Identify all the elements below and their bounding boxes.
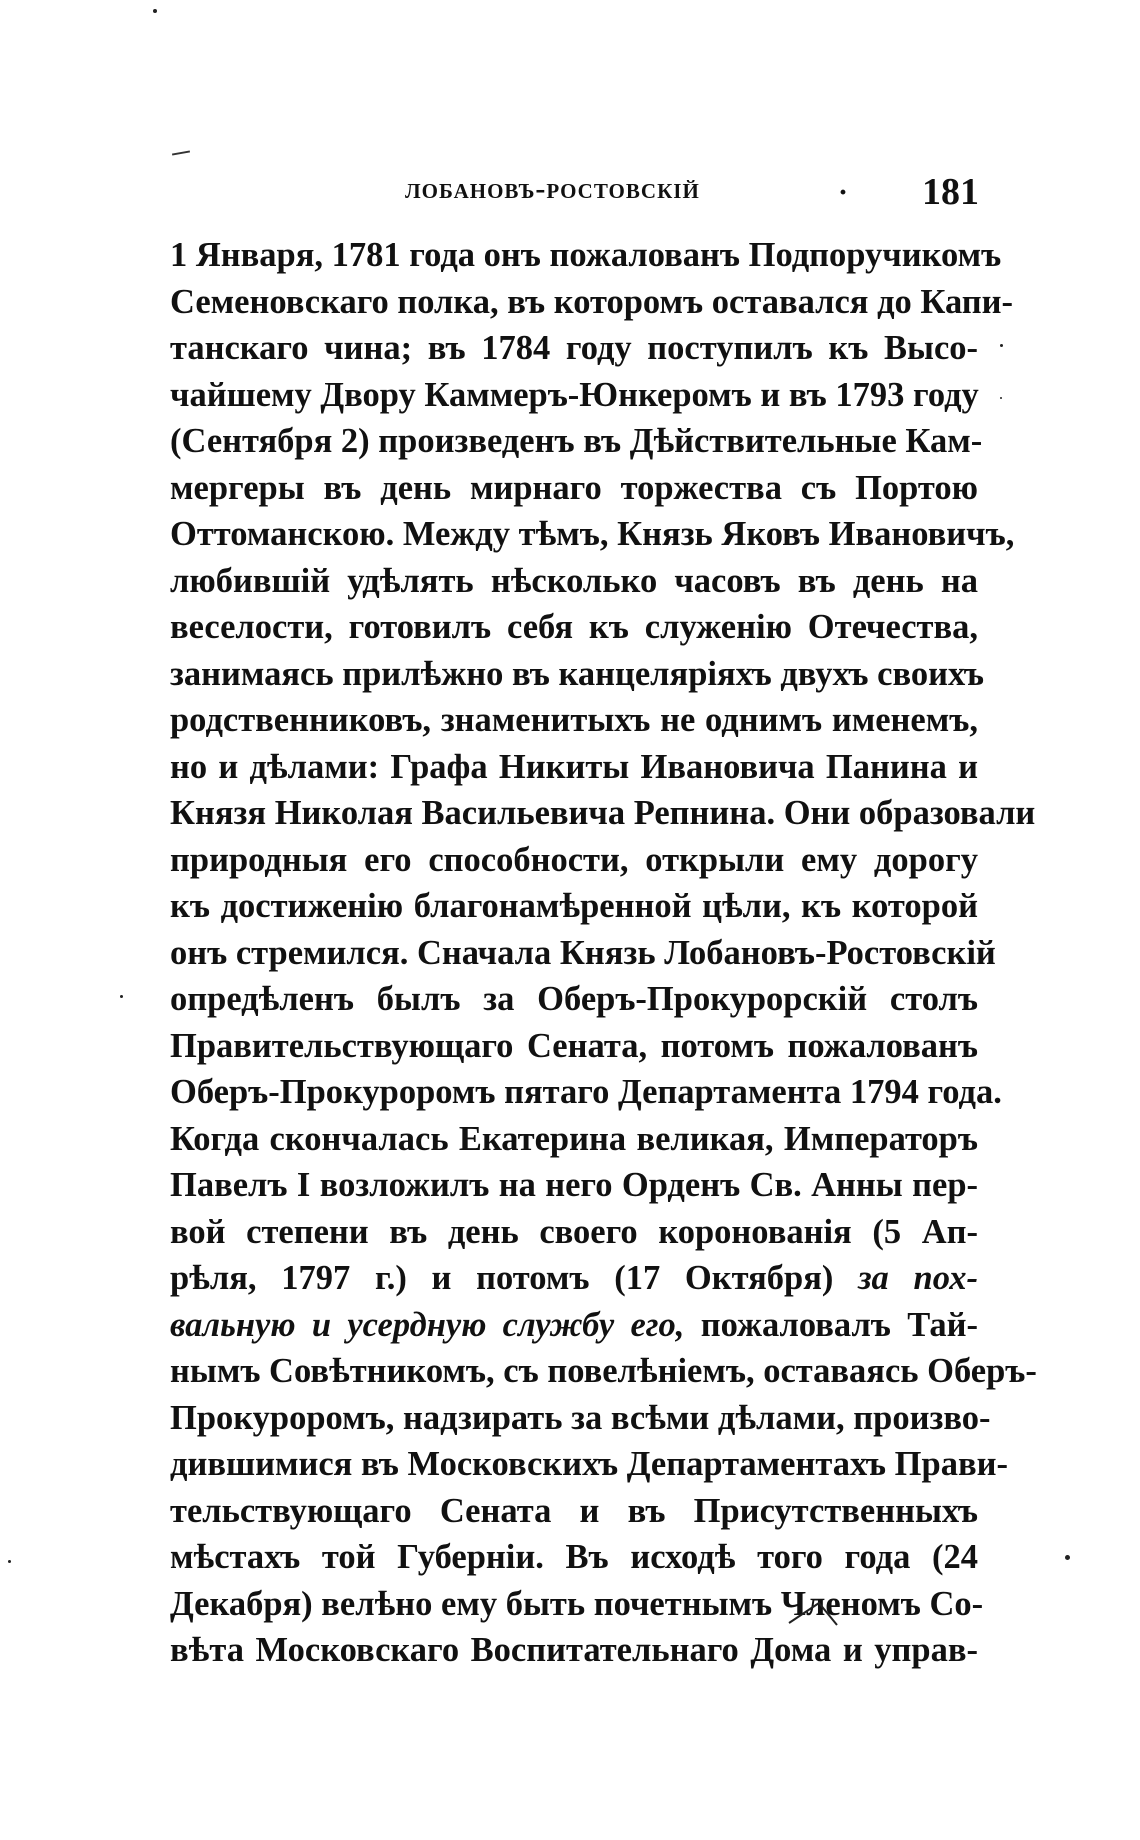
text-line: Прокуроромъ, надзирать за всѣми дѣлами, произво- [170, 1398, 991, 1437]
text-line: танскаго чина; въ 1784 году поступилъ къ Высо- [170, 329, 978, 367]
text-line: веселости, готовилъ себя къ служенію Отечества, [170, 608, 978, 646]
text-line: Павелъ I возложилъ на него Орденъ Св. Анны пер- [170, 1166, 978, 1204]
text-line: тельствующаго Сената и въ Присутственныхъ [170, 1491, 978, 1530]
text-line: вой степени въ день своего коронованія (5 Ап- [170, 1212, 978, 1251]
text-line: Оттоманскою. Между тѣмъ, Князь Яковъ Ивановичъ, [170, 515, 1015, 553]
scan-speck [1000, 397, 1002, 399]
text-line: но и дѣлами: Графа Никиты Ивановича Панина и [170, 747, 978, 786]
text-line: Декабря) велѣно ему быть почетнымъ Членомъ Со- [170, 1584, 984, 1623]
text-line: Когда скончалась Екатерина великая, Императоръ [170, 1119, 978, 1158]
text-line: опредѣленъ былъ за Оберъ-Прокурорскій столъ [170, 980, 978, 1018]
text-line: чайшему Двору Каммеръ-Юнкеромъ и въ 1793 году [170, 375, 979, 414]
text-line: вѣта Московскаго Воспитательнаго Дома и управ- [170, 1631, 978, 1669]
text-line: онъ стремился. Сначала Князь Лобановъ-Ростовскій [170, 933, 996, 972]
text-line: (Сентября 2) произведенъ въ Дѣйствительные Кам- [170, 422, 983, 460]
text-line: родственниковъ, знаменитыхъ не однимъ именемъ, [170, 701, 978, 739]
italic-phrase: за пох- [858, 1259, 978, 1297]
text-line: мѣстахъ той Губерніи. Въ исходѣ того года (24 [170, 1538, 978, 1576]
text-line: нымъ Совѣтникомъ, съ повелѣніемъ, оставаясь Оберъ- [170, 1352, 1037, 1390]
page-number: 181 [922, 171, 979, 213]
text-line: любившій удѣлять нѣсколько часовъ въ день на [170, 561, 978, 600]
text-line: Правительствующаго Сената, потомъ пожалованъ [170, 1026, 978, 1065]
text-line: Семеновскаго полка, въ которомъ оставался до Капи- [170, 282, 1014, 321]
scan-speck [8, 1560, 11, 1563]
text-line-italic-head: вальную и усердную службу его, пожаловалъ Тай- [170, 1305, 978, 1344]
header-dot: · [838, 176, 849, 209]
scan-mark [172, 150, 190, 155]
text-line: природныя его способности, открыли ему дорогу [170, 840, 978, 879]
text-line: къ достиженію благонамѣренной цѣли, къ которой [170, 887, 978, 925]
text-line: мергеры въ день мирнаго торжества съ Портою [170, 468, 978, 507]
italic-phrase: вальную и усердную службу его, [170, 1305, 685, 1344]
scan-speck [153, 9, 157, 13]
text-line: 1 Января, 1781 года онъ пожалованъ Подпоручикомъ [170, 236, 1002, 274]
text-line: Князя Николая Васильевича Репнина. Они образовали [170, 794, 1036, 832]
text-line-italic-tail: рѣля, 1797 г.) и потомъ (17 Октября) за пох- [170, 1259, 978, 1297]
catchword-mark [785, 1595, 845, 1631]
text-line: дившимися въ Московскихъ Департаментахъ Прави- [170, 1445, 1008, 1483]
scan-speck [1065, 1555, 1070, 1560]
text-line: занимаясь прилѣжно въ канцеляріяхъ двухъ своихъ [170, 654, 985, 693]
text-line: Оберъ-Прокуроромъ пятаго Департамента 1794 года. [170, 1073, 1002, 1111]
scan-speck [1000, 344, 1003, 347]
body-text [170, 232, 1037, 1674]
running-title: лобановъ-ростовскій [405, 172, 700, 205]
scan-speck [120, 995, 123, 998]
